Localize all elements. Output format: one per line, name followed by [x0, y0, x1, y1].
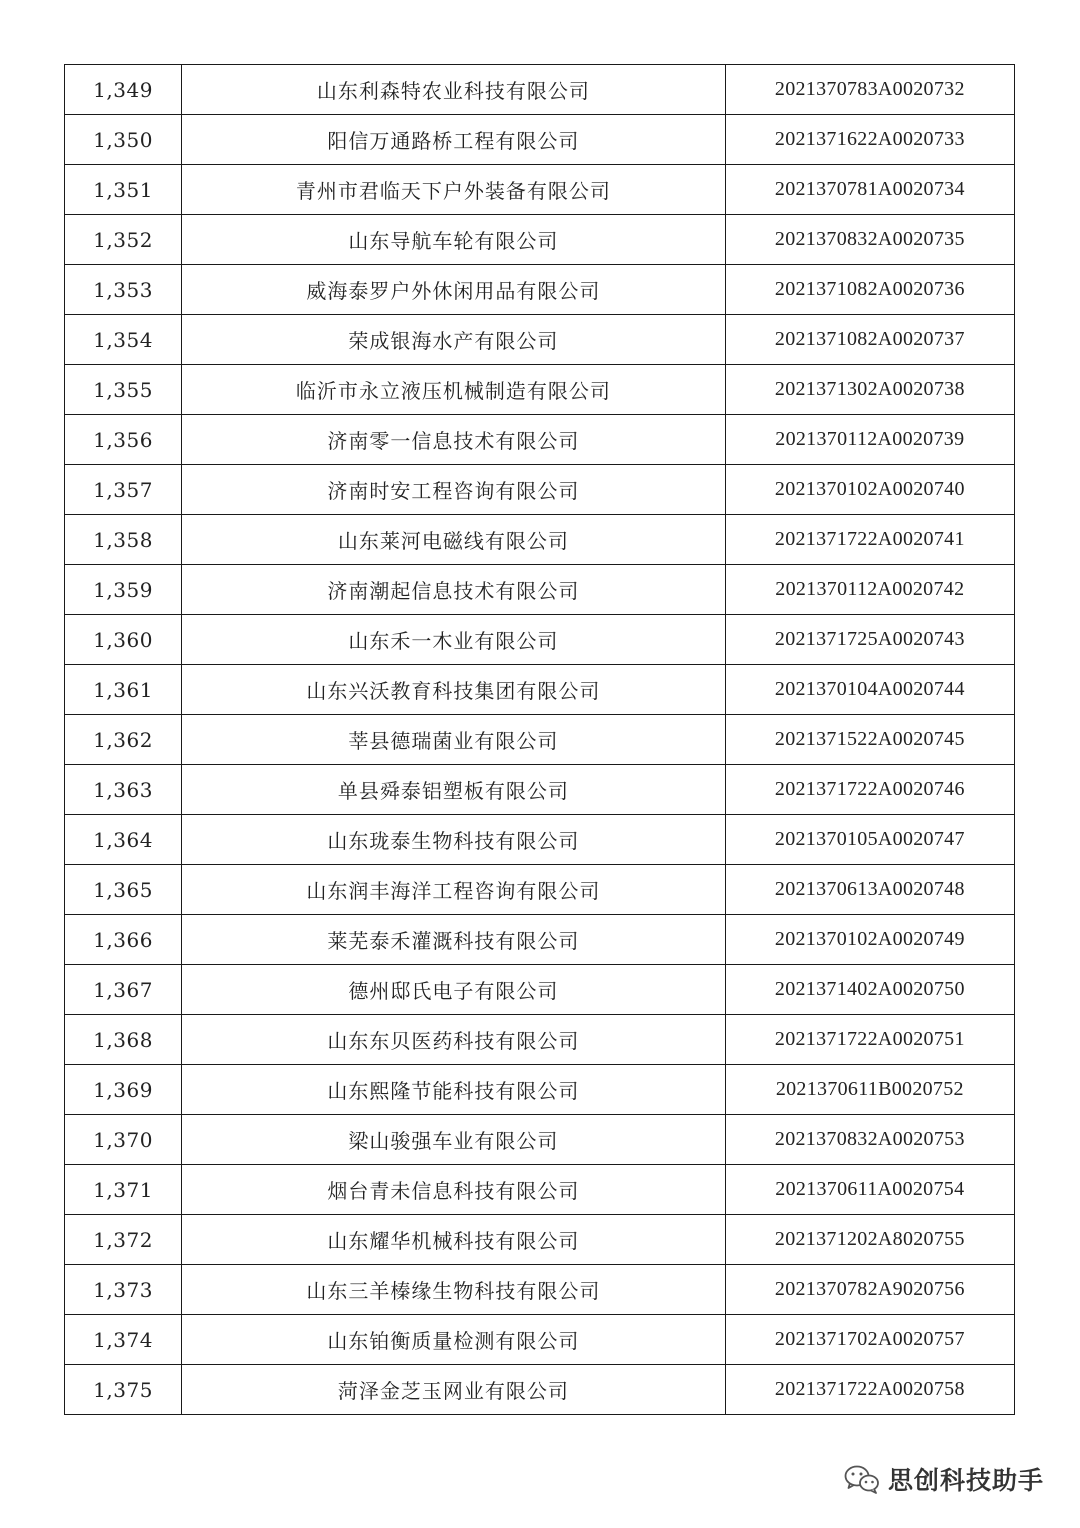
table-row	[65, 565, 1015, 615]
row-number: 1,355	[65, 365, 182, 415]
registration-code: 2021370611B0020752	[725, 1065, 1014, 1115]
table-row	[65, 1115, 1015, 1165]
registration-code: 2021370102A0020740	[725, 465, 1014, 515]
company-name: 烟台青未信息科技有限公司	[182, 1165, 726, 1215]
row-number: 1,352	[65, 215, 182, 265]
wechat-logo-icon	[844, 1464, 880, 1494]
row-number: 1,373	[65, 1265, 182, 1315]
table-row	[65, 515, 1015, 565]
company-name: 山东珑泰生物科技有限公司	[182, 815, 726, 865]
registration-code: 2021371402A0020750	[725, 965, 1014, 1015]
company-name: 济南零一信息技术有限公司	[182, 415, 726, 465]
registration-code: 2021371725A0020743	[725, 615, 1014, 665]
table-row	[65, 915, 1015, 965]
row-number: 1,374	[65, 1315, 182, 1365]
registration-code: 2021370781A0020734	[725, 165, 1014, 215]
table-row	[65, 65, 1015, 115]
table-row	[65, 1065, 1015, 1115]
registration-code: 2021371522A0020745	[725, 715, 1014, 765]
row-number: 1,370	[65, 1115, 182, 1165]
registration-code: 2021370782A9020756	[725, 1265, 1014, 1315]
registration-code: 2021370105A0020747	[725, 815, 1014, 865]
row-number: 1,372	[65, 1215, 182, 1265]
row-number: 1,367	[65, 965, 182, 1015]
row-number: 1,360	[65, 615, 182, 665]
table-row	[65, 1315, 1015, 1365]
row-number: 1,365	[65, 865, 182, 915]
row-number: 1,356	[65, 415, 182, 465]
registration-code: 2021371202A8020755	[725, 1215, 1014, 1265]
company-name: 山东润丰海洋工程咨询有限公司	[182, 865, 726, 915]
registration-code: 2021370112A0020739	[725, 415, 1014, 465]
watermark	[844, 1461, 1044, 1497]
company-name: 临沂市永立液压机械制造有限公司	[182, 365, 726, 415]
company-name: 山东莱河电磁线有限公司	[182, 515, 726, 565]
table-row	[65, 1215, 1015, 1265]
company-name: 菏泽金芝玉网业有限公司	[182, 1365, 726, 1415]
table-row	[65, 1365, 1015, 1415]
registration-code: 2021371722A0020746	[725, 765, 1014, 815]
row-number: 1,350	[65, 115, 182, 165]
table-row	[65, 715, 1015, 765]
company-name: 山东禾一木业有限公司	[182, 615, 726, 665]
company-name: 荣成银海水产有限公司	[182, 315, 726, 365]
watermark-text: 思创科技助手	[887, 1466, 1044, 1495]
row-number: 1,362	[65, 715, 182, 765]
company-name: 梁山骏强车业有限公司	[182, 1115, 726, 1165]
table-row	[65, 765, 1015, 815]
registration-code: 2021370832A0020753	[725, 1115, 1014, 1165]
row-number: 1,366	[65, 915, 182, 965]
registration-code: 2021371702A0020757	[725, 1315, 1014, 1365]
table-row	[65, 465, 1015, 515]
row-number: 1,361	[65, 665, 182, 715]
row-number: 1,349	[65, 65, 182, 115]
company-name: 山东导航车轮有限公司	[182, 215, 726, 265]
company-name: 山东利森特农业科技有限公司	[182, 65, 726, 115]
company-name: 莱芜泰禾灌溉科技有限公司	[182, 915, 726, 965]
registration-code: 2021371722A0020751	[725, 1015, 1014, 1065]
company-name: 单县舜泰铝塑板有限公司	[182, 765, 726, 815]
table-row	[65, 1265, 1015, 1315]
registration-code: 2021371082A0020737	[725, 315, 1014, 365]
table-row	[65, 865, 1015, 915]
company-name: 山东三羊榛缘生物科技有限公司	[182, 1265, 726, 1315]
table-row	[65, 965, 1015, 1015]
table-row	[65, 815, 1015, 865]
row-number: 1,371	[65, 1165, 182, 1215]
row-number: 1,368	[65, 1015, 182, 1065]
registration-code: 2021371722A0020758	[725, 1365, 1014, 1415]
registration-code: 2021370102A0020749	[725, 915, 1014, 965]
table-body	[65, 65, 1015, 1415]
row-number: 1,353	[65, 265, 182, 315]
row-number: 1,351	[65, 165, 182, 215]
company-name: 莘县德瑞菌业有限公司	[182, 715, 726, 765]
registration-code: 2021370783A0020732	[725, 65, 1014, 115]
company-name: 青州市君临天下户外装备有限公司	[182, 165, 726, 215]
registration-code: 2021371082A0020736	[725, 265, 1014, 315]
table-row	[65, 665, 1015, 715]
registration-code: 2021370112A0020742	[725, 565, 1014, 615]
registration-code: 2021371302A0020738	[725, 365, 1014, 415]
company-name: 山东兴沃教育科技集团有限公司	[182, 665, 726, 715]
registration-code: 2021370832A0020735	[725, 215, 1014, 265]
registration-code: 2021371722A0020741	[725, 515, 1014, 565]
row-number: 1,357	[65, 465, 182, 515]
table-row	[65, 615, 1015, 665]
company-name: 威海泰罗户外休闲用品有限公司	[182, 265, 726, 315]
registration-code: 2021370611A0020754	[725, 1165, 1014, 1215]
table-row	[65, 1165, 1015, 1215]
row-number: 1,364	[65, 815, 182, 865]
registration-code: 2021371622A0020733	[725, 115, 1014, 165]
table-row	[65, 215, 1015, 265]
row-number: 1,375	[65, 1365, 182, 1415]
row-number: 1,359	[65, 565, 182, 615]
company-name: 济南潮起信息技术有限公司	[182, 565, 726, 615]
row-number: 1,369	[65, 1065, 182, 1115]
table-row	[65, 1015, 1015, 1065]
company-name: 德州邸氏电子有限公司	[182, 965, 726, 1015]
company-name: 阳信万通路桥工程有限公司	[182, 115, 726, 165]
company-name: 济南时安工程咨询有限公司	[182, 465, 726, 515]
company-name: 山东熙隆节能科技有限公司	[182, 1065, 726, 1115]
row-number: 1,354	[65, 315, 182, 365]
table-row	[65, 415, 1015, 465]
row-number: 1,363	[65, 765, 182, 815]
registration-code: 2021370104A0020744	[725, 665, 1014, 715]
company-registry-table	[64, 64, 1015, 1415]
table-row	[65, 165, 1015, 215]
company-name: 山东耀华机械科技有限公司	[182, 1215, 726, 1265]
table-row	[65, 315, 1015, 365]
table-row	[65, 365, 1015, 415]
table-row	[65, 115, 1015, 165]
company-name: 山东东贝医药科技有限公司	[182, 1015, 726, 1065]
table-row	[65, 265, 1015, 315]
row-number: 1,358	[65, 515, 182, 565]
registration-code: 2021370613A0020748	[725, 865, 1014, 915]
company-name: 山东铂衡质量检测有限公司	[182, 1315, 726, 1365]
